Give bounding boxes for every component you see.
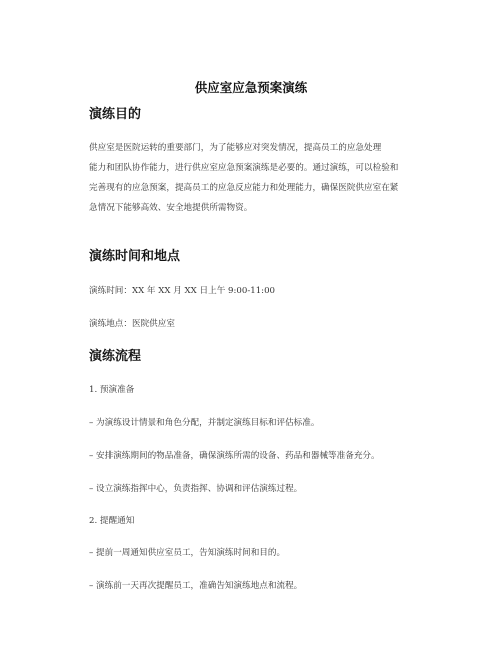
step-1-item: – 安排演练期间的物品准备，确保演练所需的设备、药品和器械等准备充分。: [89, 451, 380, 461]
purpose-line-3: 完善现有的应急预案，提高员工的应急反应能力和处理能力，确保医院供应室在紧: [89, 183, 399, 193]
purpose-line-4: 急情况下能够高效、安全地提供所需物资。: [89, 203, 253, 213]
step-1-item: – 设立演练指挥中心，负责指挥、协调和评估演练过程。: [89, 484, 303, 494]
step-1-title: 1. 预演准备: [89, 385, 135, 395]
document-title: 供应室应急预案演练: [194, 80, 308, 95]
step-1-item: – 为演练设计情景和角色分配，并制定演练目标和评估标准。: [89, 418, 320, 428]
purpose-paragraph: [89, 138, 425, 218]
drill-place: 演练地点：医院供应室: [89, 319, 175, 329]
step-2-item: – 提前一周通知供应室员工，告知演练时间和目的。: [89, 548, 286, 558]
purpose-line-1: 供应室是医院运转的重要部门，为了能够应对突发情况，提高员工的应急处理: [89, 143, 382, 153]
step-2-item: – 演练前一天再次提醒员工，准确告知演练地点和流程。: [89, 581, 303, 591]
drill-time: 演练时间：XX 年 XX 月 XX 日上午 9:00-11:00: [89, 286, 276, 296]
purpose-line-2: 能力和团队协作能力，进行供应室应急预案演练是必要的。通过演练，可以检验和: [89, 163, 399, 173]
heading-process: 演练流程: [89, 349, 142, 364]
heading-time-place: 演练时间和地点: [89, 249, 181, 264]
heading-purpose: 演练目的: [89, 107, 142, 122]
step-2-title: 2. 提醒通知: [89, 516, 135, 526]
